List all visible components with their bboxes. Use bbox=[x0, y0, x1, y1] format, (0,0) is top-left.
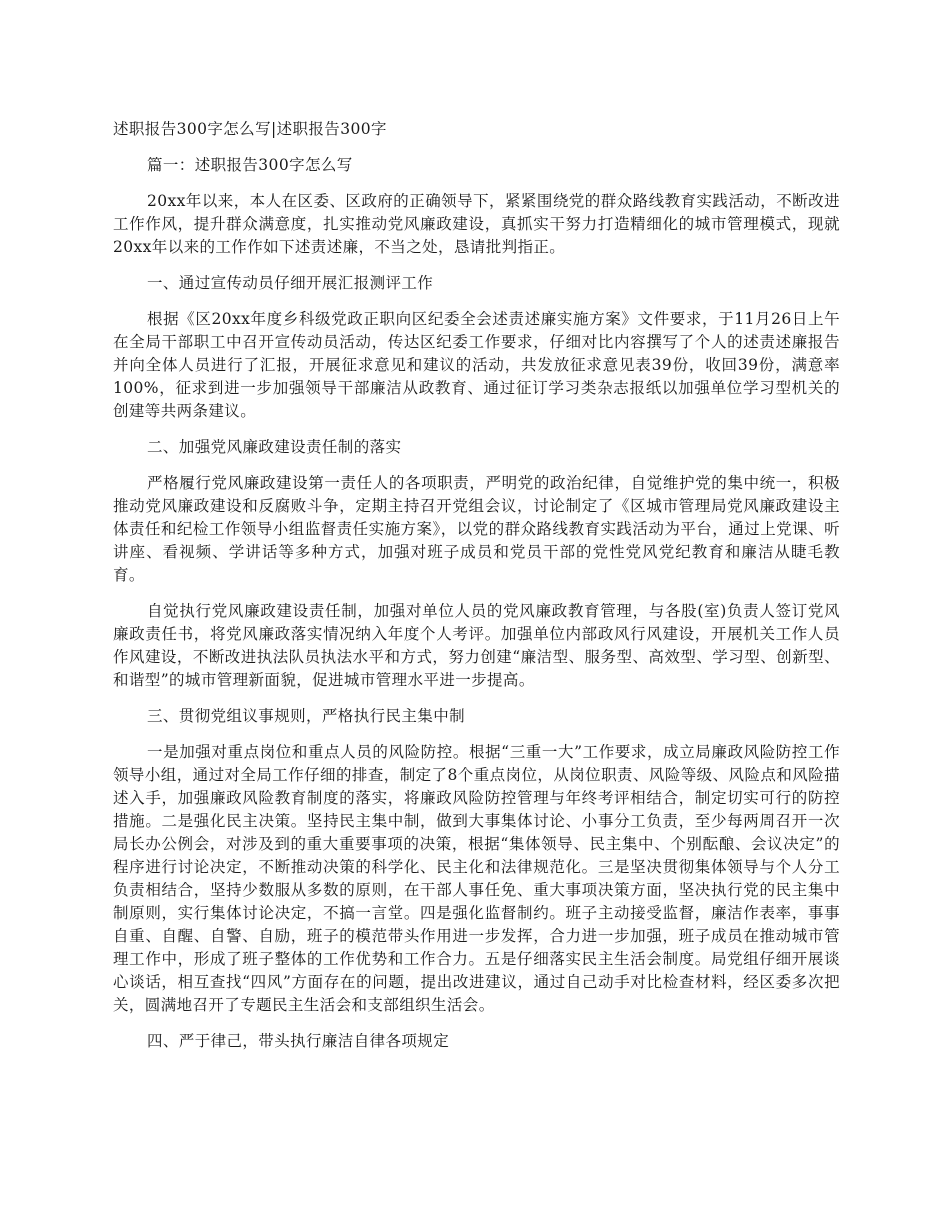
intro-paragraph: 20xx年以来，本人在区委、区政府的正确领导下，紧紧围绕党的群众路线教育实践活动，不断改进工作作风，提升群众满意度，扎实推动党风廉政建设，真抓实干努力打造精细化的城市管理模式，现就20xx年以来的工作作如下述责述廉，不当之处，恳请批判指正。 bbox=[113, 192, 840, 256]
section-1-heading: 一、通过宣传动员仔细开展汇报测评工作 bbox=[147, 274, 434, 292]
section-1-paragraph-1: 根据《区20xx年度乡科级党政正职向区纪委全会述责述廉实施方案》文件要求，于11月26日上午在全局干部职工中召开宣传动员活动，传达区纪委工作要求，仔细对比内容撰写了个人的述责述廉报告并向全体人员进行了汇报，开展征求意见和建议的活动，共发放征求意见表39份，收回39份，满意率100%，征求到进一步加强领导干部廉洁从政教育、通过征订学习类杂志报纸以加强单位学习型机关的创建等共两条建议。 bbox=[113, 310, 840, 420]
section-3-paragraph-1: 一是加强对重点岗位和重点人员的风险防控。根据“三重一大”工作要求，成立局廉政风险防控工作领导小组，通过对全局工作仔细的排查，制定了8个重点岗位，从岗位职责、风险等级、风险点和风险描述入手，加强廉政风险教育制度的落实，将廉政风险防控管理与年终考评相结合，制定切实可行的防控措施。二是强化民主决策。坚持民主集中制，做到大事集体讨论、小事分工负责，至少每两周召开一次局长办公例会，对涉及到的重大重要事项的决策，根据“集体领导、民主集中、个别酝酿、会议决定”的程序进行讨论决定，不断推动决策的科学化、民主化和法律规范化。三是坚决贯彻集体领导与个人分工负责相结合，坚持少数服从多数的原则，在干部人事任免、重大事项决策方面，坚决执行党的民主集中制原则，实行集体讨论决定，不搞一言堂。四是强化监督制约。班子主动接受监督，廉洁作表率，事事自重、自醒、自警、自励，班子的模范带头作用进一步发挥，合力进一步加强，班子成员在推动城市管理工作中，形成了班子整体的工作优势和工作合力。五是仔细落实民主生活会制度。局党组仔细开展谈心谈话，相互查找“四风”方面存在的问题，提出改进建议，通过自己动手对比检查材料，经区委多次把关，圆满地召开了专题民主生活会和支部组织生活会。 bbox=[113, 743, 840, 1014]
section-3-heading: 三、贯彻党组议事规则，严格执行民主集中制 bbox=[147, 707, 466, 725]
section-2-heading: 二、加强党风廉政建设责任制的落实 bbox=[147, 438, 402, 456]
section-4-heading: 四、严于律己，带头执行廉洁自律各项规定 bbox=[147, 1032, 450, 1050]
document-page bbox=[113, 118, 840, 1066]
document-title: 述职报告300字怎么写|述职报告300字 bbox=[113, 120, 387, 138]
section-2-paragraph-2: 自觉执行党风廉政建设责任制，加强对单位人员的党风廉政教育管理，与各股(室)负责人签订党风廉政责任书，将党风廉政落实情况纳入年度个人考评。加强单位内部政风行风建设，开展机关工作人员作风建设，不断改进执法队员执法水平和方式，努力创建“廉洁型、服务型、高效型、学习型、创新型、和谐型”的城市管理新面貌，促进城市管理水平进一步提高。 bbox=[113, 602, 840, 689]
chapter-title: 篇一：述职报告300字怎么写 bbox=[147, 156, 353, 174]
section-2-paragraph-1: 严格履行党风廉政建设第一责任人的各项职责，严明党的政治纪律，自觉维护党的集中统一，积极推动党风廉政建设和反腐败斗争，定期主持召开党组会议，讨论制定了《区城市管理局党风廉政建设主体责任和纪检工作领导小组监督责任实施方案》，以党的群众路线教育实践活动为平台，通过上党课、听讲座、看视频、学讲话等多种方式，加强对班子成员和党员干部的党性党风党纪教育和廉洁从睫毛教育。 bbox=[113, 474, 840, 584]
